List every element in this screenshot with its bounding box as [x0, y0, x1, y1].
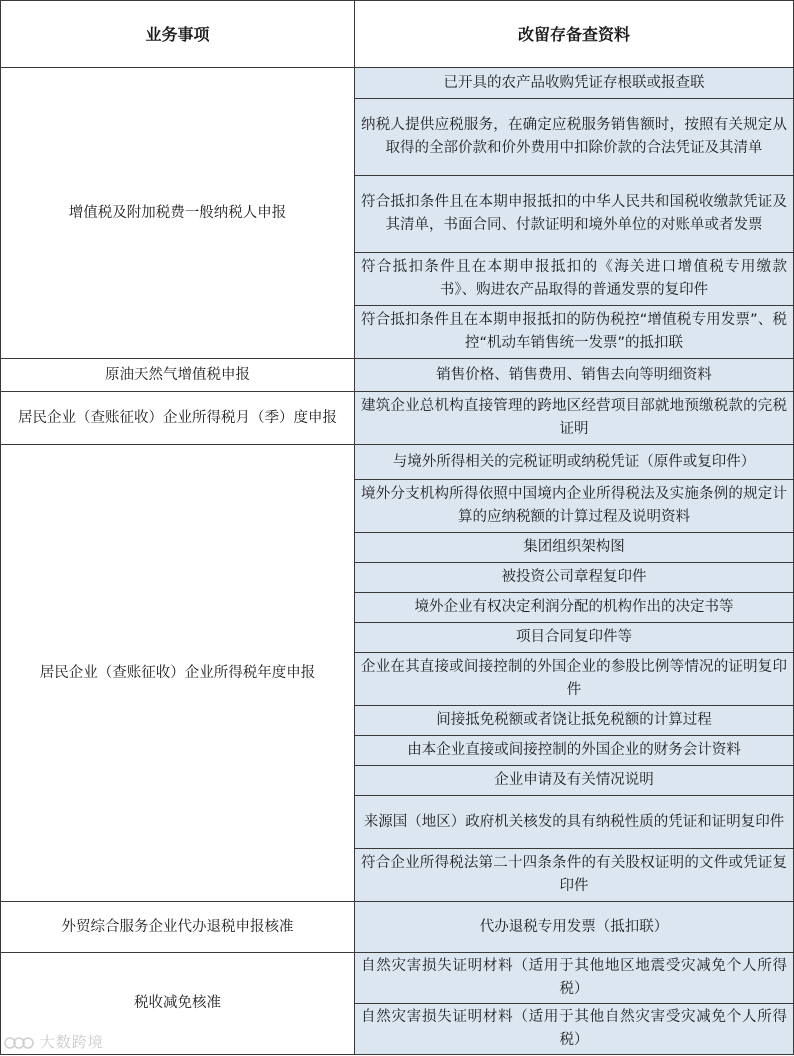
- material-cell: 自然灾害损失证明材料（适用于其他地区地震受灾减免个人所得税）: [355, 953, 794, 1004]
- material-cell: 纳税人提供应税服务，在确定应税服务销售额时，按照有关规定从取得的全部价款和价外费用中扣除价款的合法凭证及其清单: [355, 99, 794, 176]
- material-cell: 符合抵扣条件且在本期申报抵扣的《海关进口增值税专用缴款书》、购进农产品取得的普通发票的复印件: [355, 253, 794, 306]
- watermark-text: 大数跨境: [39, 1033, 104, 1051]
- material-cell: 由本企业直接或间接控制的外国企业的财务会计资料: [355, 736, 794, 766]
- business-item-foreign-trade-refund: 外贸综合服务企业代办退税申报核准: [1, 902, 355, 953]
- business-item-crude-oil-gas: 原油天然气增值税申报: [1, 359, 355, 392]
- material-cell: 境外企业有权决定利润分配的机构作出的决定书等: [355, 593, 794, 623]
- material-cell: 被投资公司章程复印件: [355, 563, 794, 593]
- material-cell: 间接抵免税额或者饶让抵免税额的计算过程: [355, 706, 794, 736]
- table-row: [1, 68, 794, 99]
- business-item-vat-general: 增值税及附加税费一般纳税人申报: [1, 68, 355, 359]
- material-cell: 项目合同复印件等: [355, 623, 794, 653]
- material-cell: 已开具的农产品收购凭证存根联或报查联: [355, 68, 794, 99]
- watermark: [4, 1031, 104, 1052]
- material-cell: 来源国（地区）政府机关核发的具有纳税性质的凭证和证明复印件: [355, 796, 794, 849]
- material-cell: 符合企业所得税法第二十四条条件的有关股权证明的文件或凭证复印件: [355, 849, 794, 902]
- material-cell: 集团组织架构图: [355, 533, 794, 563]
- material-cell: 自然灾害损失证明材料（适用于其他自然灾害受灾减免个人所得税）: [355, 1004, 794, 1055]
- business-item-cit-quarterly: 居民企业（查账征收）企业所得税月（季）度申报: [1, 392, 355, 445]
- table-row: [1, 953, 794, 1004]
- table-row: [1, 359, 794, 392]
- table-row: [1, 445, 794, 480]
- material-cell: 销售价格、销售费用、销售去向等明细资料: [355, 359, 794, 392]
- material-cell: 境外分支机构所得依照中国境内企业所得税法及实施条例的规定计算的应纳税额的计算过程及说明资料: [355, 480, 794, 533]
- table-row: [1, 902, 794, 953]
- material-cell: 企业申请及有关情况说明: [355, 766, 794, 796]
- header-row: [1, 1, 794, 68]
- header-business-item: 业务事项: [1, 1, 355, 68]
- header-retained-materials: 改留存备查资料: [355, 1, 794, 68]
- business-item-tax-relief: 税收减免核准: [1, 953, 355, 1055]
- business-item-cit-annual: 居民企业（查账征收）企业所得税年度申报: [1, 445, 355, 902]
- material-cell: 符合抵扣条件且在本期申报抵扣的防伪税控“增值税专用发票”、税控“机动车销售统一发票”的抵扣联: [355, 306, 794, 359]
- watermark-logo-icon: [4, 1035, 34, 1051]
- material-cell: 符合抵扣条件且在本期申报抵扣的中华人民共和国税收缴款凭证及其清单，书面合同、付款证明和境外单位的对账单或者发票: [355, 176, 794, 253]
- material-cell: 企业在其直接或间接控制的外国企业的参股比例等情况的证明复印件: [355, 653, 794, 706]
- material-cell: 建筑企业总机构直接管理的跨地区经营项目部就地预缴税款的完税证明: [355, 392, 794, 445]
- material-cell: 与境外所得相关的完税证明或纳税凭证（原件或复印件）: [355, 445, 794, 480]
- table-row: [1, 392, 794, 445]
- material-cell: 代办退税专用发票（抵扣联）: [355, 902, 794, 953]
